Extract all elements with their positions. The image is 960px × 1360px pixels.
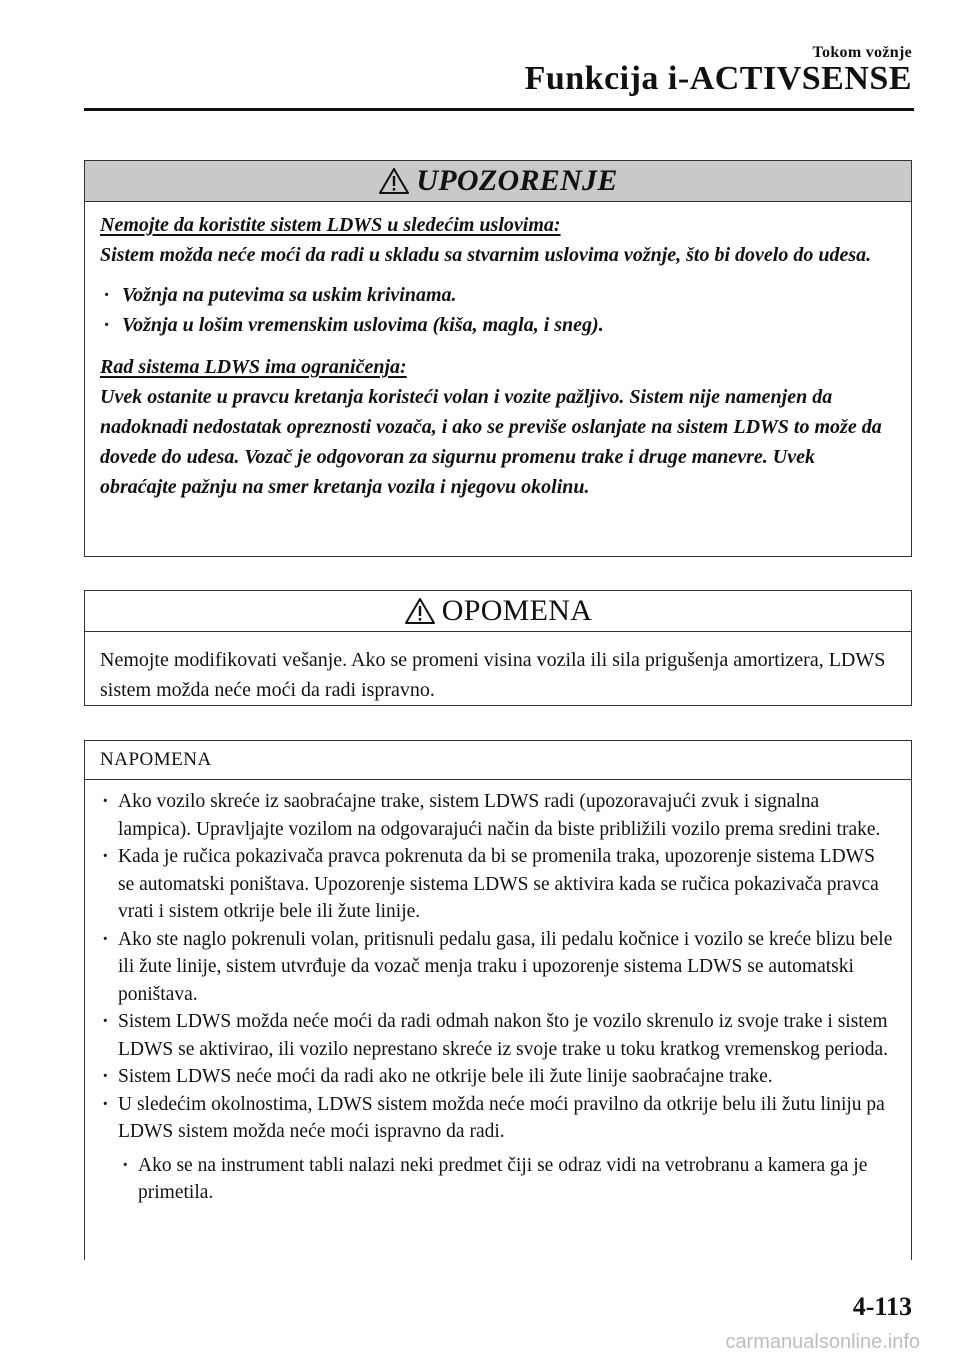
list-item: · Vožnja u lošim vremenskim uslovima (kiša, magla, i sneg). xyxy=(100,310,896,340)
list-item: · Ako ste naglo pokrenuli volan, pritisnuli pedalu gasa, ili pedalu kočnice i vozilo se kreće blizu bele ili žute linije, sistem utvrđuje da vozač menja traku i upozorenje sistema LDWS se automatski poništava. xyxy=(100,926,896,1009)
caution-text: Nemojte modifikovati vešanje. Ako se promeni visina vozila ili sila prigušenja amortizera, LDWS sistem možda neće moći da radi ispravno. xyxy=(100,649,886,701)
caution-title: OPOMENA xyxy=(441,594,593,627)
header-rule xyxy=(84,108,914,111)
warning-title: UPOZORENJE xyxy=(416,164,618,197)
note-box xyxy=(84,740,912,1260)
list-item: · Sistem LDWS možda neće moći da radi odmah nakon što je vozilo skrenulo iz svoje trake i sistem LDWS se aktivirao, ili vozilo neprestano skreće iz svoje trake u toku kratkog vremenskog perioda. xyxy=(100,1008,896,1063)
note-title: NAPOMENA xyxy=(100,749,212,770)
section-label: Tokom vožnje xyxy=(812,44,912,61)
list-item: · Ako se na instrument tabli nalazi neki predmet čiji se odraz vidi na vetrobranu a kamera ga je primetila. xyxy=(120,1152,896,1207)
warning-triangle-icon xyxy=(378,167,410,195)
list-item: · Ako vozilo skreće iz saobraćajne trake, sistem LDWS radi (upozoravajući zvuk i signalna lampica). Upravljajte vozilom na odgovarajući način da biste približili vozilo prema sredini trake. xyxy=(100,788,896,843)
warning-body xyxy=(85,202,911,502)
caution-header xyxy=(85,591,911,632)
warning-heading-limitations: Rad sistema LDWS ima ograničenja: xyxy=(100,356,407,378)
caution-box xyxy=(84,590,912,706)
chapter-title: Funkcija i-ACTIVSENSE xyxy=(524,60,912,97)
warning-header xyxy=(85,161,911,202)
page-header xyxy=(0,0,960,115)
list-item: · Kada je ručica pokazivača pravca pokrenuta da bi se promenila traka, upozorenje sistema LDWS se automatski poništava. Upozorenje sistema LDWS se aktivira kada se ručica pokazivača pravca vrati i sistem otkrije bele ili žute linije. xyxy=(100,843,896,926)
watermark: carmanualsonline.info xyxy=(725,1331,920,1353)
warning-heading-conditions: Nemojte da koristite sistem LDWS u sledećim uslovima: xyxy=(100,214,561,236)
warning-text-conditions: Sistem možda neće moći da radi u skladu sa stvarnim uslovima vožnje, što bi dovelo do udesa. xyxy=(100,244,872,266)
note-list xyxy=(100,788,896,1146)
note-header xyxy=(85,741,911,780)
page-number: 4-113 xyxy=(852,1292,912,1321)
list-item: · U sledećim okolnostima, LDWS sistem možda neće moći pravilno da otkrije belu ili žutu liniju pa LDWS sistem možda neće moći ispravno da radi. xyxy=(100,1091,896,1146)
list-item: · Vožnja na putevima sa uskim krivinama. xyxy=(100,280,896,310)
list-item: · Sistem LDWS neće moći da radi ako ne otkrije bele ili žute linije saobraćajne trake. xyxy=(100,1063,896,1091)
warning-bullet-list xyxy=(100,280,896,340)
warning-triangle-icon xyxy=(404,597,436,625)
warning-text-limitations: Uvek ostanite u pravcu kretanja koristeći volan i vozite pažljivo. Sistem nije namenjen da nadoknadi nedostatak opreznosti vozača, i ako se previše oslanjate na sistem LDWS to može da dovede do udesa. Vozač je odgovoran za sigurnu promenu trake i druge manevre. Uvek obraćajte pažnju na smer kretanja vozila i njegovu okolinu. xyxy=(100,386,882,498)
note-body xyxy=(85,780,911,1207)
note-sublist xyxy=(100,1152,896,1207)
warning-box xyxy=(84,160,912,557)
